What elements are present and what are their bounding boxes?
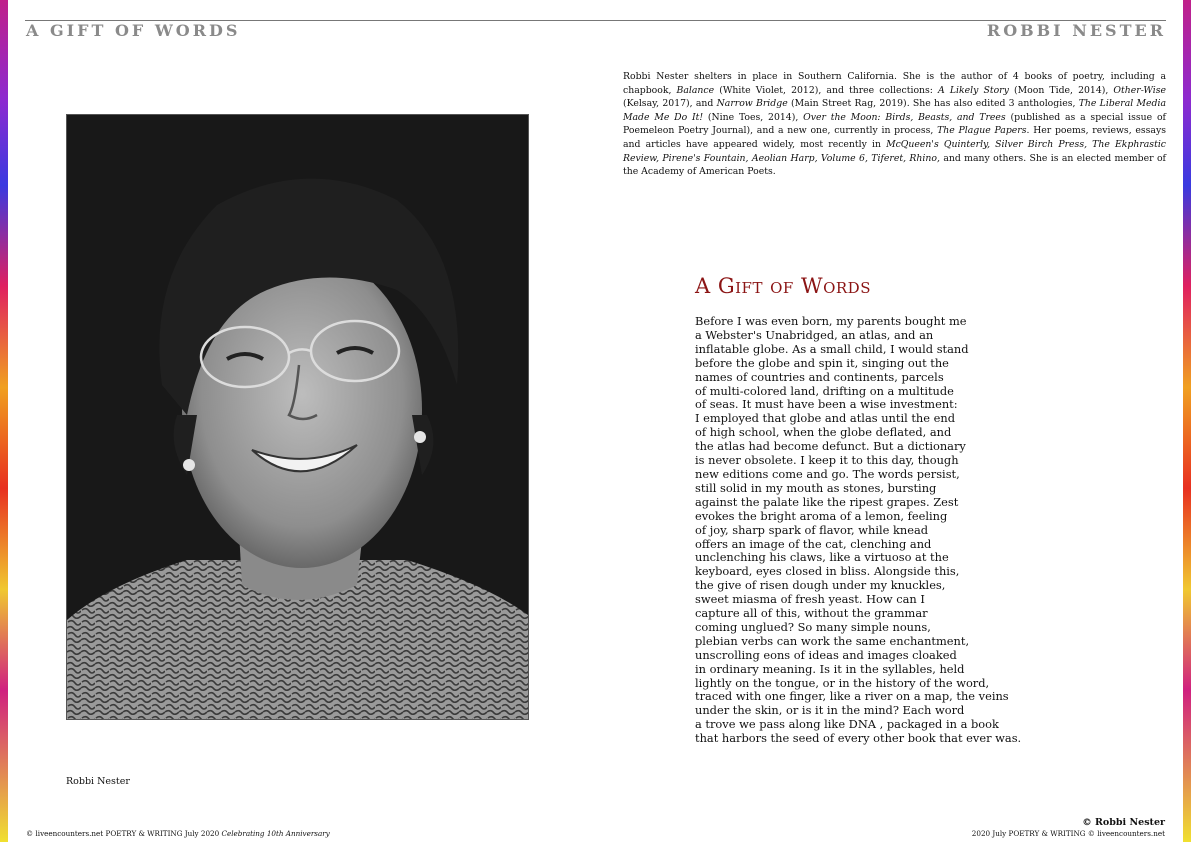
portrait-illustration	[67, 115, 528, 719]
poem-line: the atlas had become defunct. But a dictionary	[695, 439, 966, 454]
footer-right: 2020 July POETRY & WRITING © liveencounters.net	[971, 829, 1165, 838]
poem-line: that harbors the seed of every other book that ever was.	[695, 731, 1022, 746]
poem-line: before the globe and spin it, singing out the	[695, 355, 949, 370]
author-bio: Robbi Nester shelters in place in Southern California. She is the author of 4 books of poetry, including a chapbook, Balance (White Violet, 2012), and three collections: A Likely Story (Moon Tide, 2014), Other-Wise (Kelsay, 2017), and Narrow Bridge (Main Street Rag, 2019). She has also edited 3 anthologies, The Liberal Media Made Me Do It! (Nine Toes, 2014), Over the Moon: Birds, Beasts, and Trees (published as a special issue of Poemeleon Poetry Journal), and a new one, currently in process, The Plague Papers. Her poems, reviews, essays and articles have appeared widely, most recently in McQueen's Quinterly, Silver Birch Press, The Ekphrastic Review, Pirene's Fountain, Aeolian Harp, Volume 6, Tiferet, Rhino, and many others. She is an elected member of the Academy of American Poets.	[623, 71, 1167, 178]
poem-line: keyboard, eyes closed in bliss. Alongside this,	[695, 564, 960, 579]
poem-line: capture all of this, without the grammar	[695, 606, 928, 621]
poem-line: a trove we pass along like DNA , packaged in a book	[695, 717, 999, 732]
poem-line: new editions come and go. The words persist,	[695, 466, 960, 481]
poem-line: in ordinary meaning. Is it in the syllables, held	[695, 661, 965, 676]
poem-line: under the skin, or is it in the mind? Each word	[695, 703, 965, 718]
decorative-edge-right	[1183, 0, 1191, 842]
poem-title: A Gift of Words	[695, 274, 871, 298]
poem-line: unscrolling eons of ideas and images cloaked	[695, 647, 957, 662]
poem-line: a Webster's Unabridged, an atlas, and an	[695, 327, 934, 342]
poem-line: of multi-colored land, drifting on a multitude	[695, 383, 954, 398]
poem-line: names of countries and continents, parcels	[695, 369, 944, 384]
poem-line: offers an image of the cat, clenching and	[695, 536, 932, 551]
footer-left: © liveencounters.net POETRY & WRITING July 2020 Celebrating 10th Anniversary	[26, 829, 330, 838]
poem-body	[695, 315, 1115, 746]
poem-line: coming unglued? So many simple nouns,	[695, 619, 931, 634]
poem-line: against the palate like the ripest grapes. Zest	[695, 494, 959, 509]
poem-line: sweet miasma of fresh yeast. How can I	[695, 592, 925, 607]
poem-line: of joy, sharp spark of flavor, while knead	[695, 522, 929, 537]
copyright-notice: © Robbi Nester	[1082, 817, 1165, 828]
poem-line: is never obsolete. I keep it to this day, though	[695, 453, 959, 468]
poem-line: I employed that globe and atlas until the end	[695, 411, 955, 426]
poem-line: still solid in my mouth as stones, bursting	[695, 480, 937, 495]
running-header-author: ROBBI NESTER	[986, 21, 1166, 40]
poem-line: unclenching his claws, like a virtuoso at the	[695, 550, 949, 565]
decorative-edge-left	[0, 0, 8, 842]
running-header-title: A GIFT OF WORDS	[26, 21, 241, 40]
poem-line: inflatable globe. As a small child, I would stand	[695, 341, 969, 356]
photo-caption: Robbi Nester	[66, 776, 130, 787]
author-portrait	[66, 114, 529, 720]
poem-line: plebian verbs can work the same enchantment,	[695, 633, 970, 648]
poem-line: Before I was even born, my parents bought me	[695, 314, 967, 328]
poem-line: lightly on the tongue, or in the history of the word,	[695, 675, 990, 690]
poem-line: of high school, when the globe deflated, and	[695, 425, 952, 440]
poem-line: of seas. It must have been a wise investment:	[695, 397, 958, 412]
poem-line: the give of risen dough under my knuckles,	[695, 578, 946, 593]
poem-line: evokes the bright aroma of a lemon, feeling	[695, 508, 948, 523]
poem-line: traced with one finger, like a river on a map, the veins	[695, 689, 1009, 704]
